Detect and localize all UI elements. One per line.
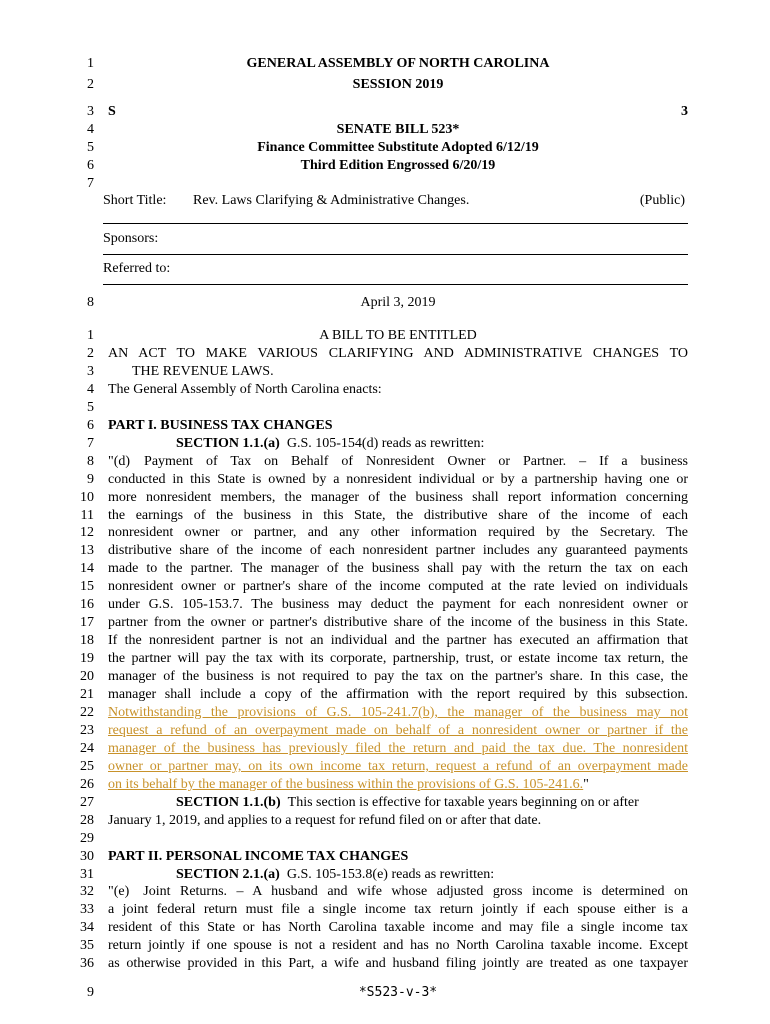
committee-substitute: Finance Committee Substitute Adopted 6/12/19: [257, 140, 539, 155]
section-text: This section is effective for taxable years beginning on or after: [287, 795, 639, 810]
line-number: 25: [80, 759, 94, 774]
line-number: 26: [80, 777, 94, 792]
bill-text-line: the earnings of the business in this State, the distributive share of the income of each: [108, 508, 688, 523]
bill-text-line: [108, 740, 688, 758]
line-number: 11: [80, 508, 94, 523]
line-number: 2: [87, 77, 94, 92]
bill-text-line: [176, 866, 494, 884]
line-number: 6: [87, 158, 94, 173]
line-number: 15: [80, 579, 94, 594]
bill-text-line: nonresident owner or partner's share of the income computed at the rate levied on individuals: [108, 579, 688, 594]
bill-text-line: "(d) Payment of Tax on Behalf of Nonresident Owner or Partner. – If a business: [108, 454, 688, 469]
bill-text-line: PART II. PERSONAL INCOME TAX CHANGES: [108, 849, 409, 864]
bill-type: (Public): [639, 193, 685, 208]
assembly-title: GENERAL ASSEMBLY OF NORTH CAROLINA: [246, 56, 550, 71]
referred-label: Referred to:: [103, 261, 171, 276]
page-number: 9: [87, 985, 94, 1000]
bill-text-line: manager shall include a copy of the affirmation with the report required by this subsection.: [108, 687, 688, 702]
bill-text-line: resident of this State or has North Carolina taxable income and may file a single income tax: [108, 920, 688, 935]
line-number: 3: [87, 364, 94, 379]
introduction-date: April 3, 2019: [360, 295, 436, 310]
edition-info: Third Edition Engrossed 6/20/19: [300, 158, 496, 173]
bill-text-line: AN ACT TO MAKE VARIOUS CLARIFYING AND ADMINISTRATIVE CHANGES TO: [108, 346, 688, 361]
line-number: 22: [80, 705, 94, 720]
line-number: 24: [80, 741, 94, 756]
line-number: 20: [80, 669, 94, 684]
edition-number: 3: [681, 104, 688, 119]
line-number: 7: [87, 436, 94, 451]
bill-text-line: made to the partner. The manager of the business shall pay with the return the tax on each: [108, 561, 688, 576]
bill-text-line: A BILL TO BE ENTITLED: [319, 328, 477, 343]
line-number: 29: [80, 831, 94, 846]
sponsors-label: Sponsors:: [103, 231, 159, 246]
line-number: 34: [80, 920, 94, 935]
line-number: 13: [80, 543, 94, 558]
line-number: 4: [87, 382, 94, 397]
line-number: 1: [87, 328, 94, 343]
line-number: 31: [80, 867, 94, 882]
bill-number: SENATE BILL 523*: [336, 122, 460, 137]
short-title-value: Rev. Laws Clarifying & Administrative Changes.: [193, 193, 470, 208]
section-heading: SECTION 1.1.(a): [176, 436, 280, 451]
bill-text-line: nonresident owner or partner, and any other information required by the Secretary. The: [108, 525, 688, 540]
bill-text-line: THE REVENUE LAWS.: [132, 364, 274, 379]
bill-text-line: [108, 704, 688, 722]
line-number: 19: [80, 651, 94, 666]
line-number: 32: [80, 884, 94, 899]
line-number: 10: [80, 490, 94, 505]
line-number: 9: [87, 472, 94, 487]
line-number: 17: [80, 615, 94, 630]
line-number: 28: [80, 813, 94, 828]
bill-text-line: [108, 776, 589, 794]
divider: [103, 223, 688, 224]
line-number: 7: [87, 176, 94, 191]
short-title-label: Short Title:: [103, 193, 167, 208]
bill-text-line: PART I. BUSINESS TAX CHANGES: [108, 418, 333, 433]
line-number: 6: [87, 418, 94, 433]
bill-text-line: as otherwise provided in this Part, a wife and husband filing jointly are treated as one taxpayer: [108, 956, 688, 971]
line-number: 1: [87, 56, 94, 71]
line-number: 35: [80, 938, 94, 953]
divider: [103, 254, 688, 255]
inserted-text: manager of the business has previously filed the return and paid the tax due. The nonresident: [108, 741, 688, 756]
line-number: 23: [80, 723, 94, 738]
bill-text-line: "(e) Joint Returns. – A husband and wife whose adjusted gross income is determined on: [108, 884, 688, 899]
section-heading: SECTION 1.1.(b): [176, 795, 281, 810]
chamber-letter: S: [108, 104, 116, 119]
line-number: 12: [80, 525, 94, 540]
bill-text-line: If the nonresident partner is not an individual and the partner has executed an affirmation that: [108, 633, 688, 648]
inserted-text: on its behalf by the manager of the business within the provisions of G.S. 105-241.6.: [108, 777, 584, 792]
line-number: 21: [80, 687, 94, 702]
line-number: 16: [80, 597, 94, 612]
document-id: *S523-v-3*: [358, 985, 438, 1000]
bill-text-line: the partner will pay the tax with its corporate, partnership, trust, or estate income tax return, the: [108, 651, 688, 666]
bill-text-line: more nonresident members, the manager of the business shall report information concerning: [108, 490, 688, 505]
session-title: SESSION 2019: [352, 77, 444, 92]
line-number: 27: [80, 795, 94, 810]
bill-text-line: [176, 794, 639, 812]
bill-text-line: manager of the business is not required to pay the tax on the partner's share. In this case, the: [108, 669, 688, 684]
bill-text-line: The General Assembly of North Carolina enacts:: [108, 382, 382, 397]
inserted-text: owner or partner may, on its own income tax return, request a refund of an overpayment made: [108, 759, 688, 774]
section-text: G.S. 105-154(d) reads as rewritten:: [286, 436, 485, 451]
bill-text-line: partner from the owner or partner's distributive share of the income of the business in this State.: [108, 615, 688, 630]
line-number: 2: [87, 346, 94, 361]
bill-text-line: under G.S. 105-153.7. The business may deduct the payment for each nonresident owner or: [108, 597, 688, 612]
line-number: 36: [80, 956, 94, 971]
line-number: 14: [80, 561, 94, 576]
bill-text-line: conducted in this State is owned by a nonresident individual or by a partnership having one or: [108, 472, 688, 487]
line-number: 8: [87, 295, 94, 310]
line-number: 5: [87, 400, 94, 415]
divider: [103, 284, 688, 285]
line-number: 8: [87, 454, 94, 469]
bill-text-line: January 1, 2019, and applies to a request for refund filed on or after that date.: [108, 813, 542, 828]
bill-text-line: distributive share of the income of each nonresident partner includes any guaranteed payments: [108, 543, 688, 558]
line-number: 30: [80, 849, 94, 864]
bill-text-line: [176, 435, 484, 453]
line-number: 33: [80, 902, 94, 917]
line-number: 5: [87, 140, 94, 155]
bill-text-line: a joint federal return must file a single income tax return jointly if each spouse either is a: [108, 902, 688, 917]
section-text: G.S. 105-153.8(e) reads as rewritten:: [286, 867, 495, 882]
line-number: 4: [87, 122, 94, 137]
closing-quote: ": [583, 777, 589, 792]
bill-text-line: return jointly if one spouse is not a resident and has no North Carolina taxable income. Except: [108, 938, 688, 953]
line-number: 3: [87, 104, 94, 119]
section-heading: SECTION 2.1.(a): [176, 867, 280, 882]
inserted-text: request a refund of an overpayment made on behalf of a nonresident owner or partner if the: [108, 723, 688, 738]
bill-text-line: [108, 722, 688, 740]
line-number: 18: [80, 633, 94, 648]
inserted-text: Notwithstanding the provisions of G.S. 105-241.7(b), the manager of the business may not: [108, 705, 688, 720]
bill-text-line: [108, 758, 688, 776]
